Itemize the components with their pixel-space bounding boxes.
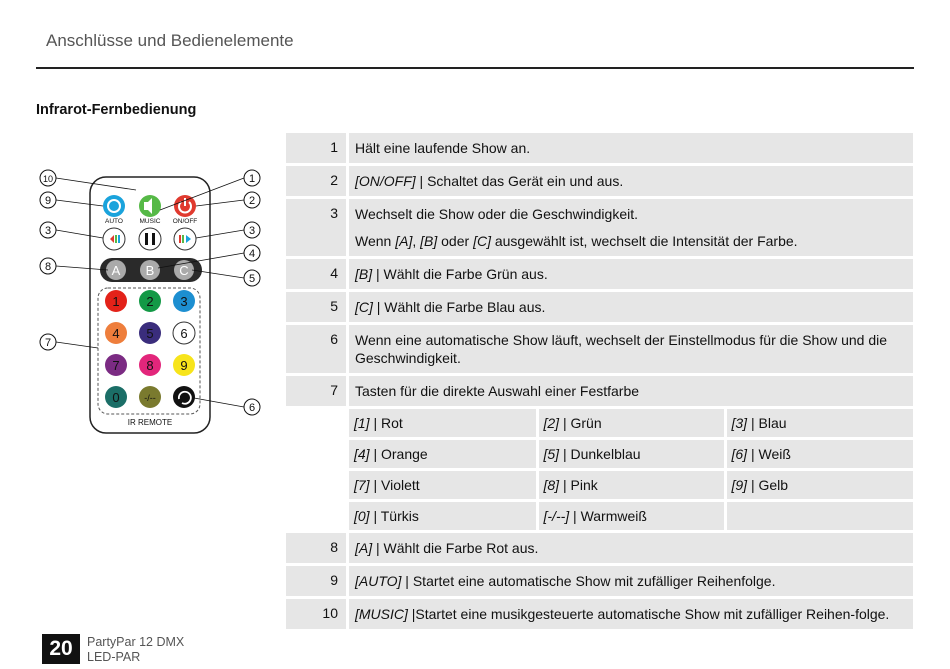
table-row <box>286 533 913 563</box>
color-grid-row <box>286 409 913 437</box>
color-cell: [4] | Orange <box>349 440 537 468</box>
color-cell-empty <box>725 502 913 530</box>
callout-right-4: 4 <box>248 248 256 260</box>
row-text: Wenn eine automatische Show läuft, wechselt der Einstellmodus für die Show und die Geschwindigkeit. <box>349 325 913 373</box>
row-text: |Startet eine musikgesteuerte automatische Show mit zufälliger Reihen-folge. <box>407 606 890 622</box>
button-b-label: B <box>145 263 155 278</box>
row-number: 8 <box>286 533 349 563</box>
color-cell: [5] | Dunkelblau <box>537 440 725 468</box>
callout-left-9: 9 <box>44 195 52 207</box>
color-grid-row <box>286 440 913 468</box>
color-cell: [2] | Grün <box>537 409 725 437</box>
row-subline: Wenn [A], [B] oder [C] ausgewählt ist, wechselt die Intensität der Farbe. <box>355 233 798 249</box>
callout-right-5: 5 <box>248 273 256 285</box>
header-divider <box>36 67 914 69</box>
remote-auto-label: AUTO <box>105 218 123 225</box>
color-cell: [7] | Violett <box>349 471 537 499</box>
row-number: 10 <box>286 599 349 629</box>
key-label: [A] <box>355 540 373 556</box>
table-row <box>286 259 913 289</box>
remote-music-label: MUSIC <box>139 218 161 225</box>
callout-left-7: 7 <box>44 337 52 349</box>
table-row <box>286 199 913 256</box>
footer-subtitle: LED-PAR <box>87 650 141 664</box>
row-number: 9 <box>286 566 349 596</box>
pad-0: 0 <box>112 390 120 405</box>
callout-right-1: 1 <box>248 173 256 185</box>
table-row <box>286 325 913 373</box>
key-label: [B] <box>355 266 373 282</box>
pause-button-shape <box>139 228 161 250</box>
key-label: [AUTO] <box>355 573 402 589</box>
table-row <box>286 566 913 596</box>
footer-product: PartyPar 12 DMX <box>87 635 185 649</box>
pad-9: 9 <box>180 358 188 373</box>
row-text: | Startet eine automatische Show mit zufälliger Reihenfolge. <box>401 573 776 589</box>
color-cell: [9] | Gelb <box>725 471 913 499</box>
row-text: Wechselt die Show oder die Geschwindigkeit. <box>355 206 639 222</box>
callout-right-6: 6 <box>248 402 256 414</box>
ir-remote-illustration <box>28 160 268 440</box>
color-cell: [8] | Pink <box>537 471 725 499</box>
pad-4: 4 <box>112 326 120 341</box>
color-grid-row <box>286 502 913 530</box>
row-number: 2 <box>286 166 349 196</box>
pad-8: 8 <box>146 358 154 373</box>
pad-5: 5 <box>146 326 154 341</box>
color-grid-row <box>286 471 913 499</box>
color-cell: [1] | Rot <box>349 409 537 437</box>
row-text: | Wählt die Farbe Rot aus. <box>372 540 539 556</box>
color-cell: [0] | Türkis <box>349 502 537 530</box>
row-text: | Schaltet das Gerät ein und aus. <box>415 173 624 189</box>
row-number: 7 <box>286 376 349 406</box>
row-text: | Wählt die Farbe Grün aus. <box>372 266 548 282</box>
table-row <box>286 292 913 322</box>
row-number: 4 <box>286 259 349 289</box>
callout-left-8: 8 <box>44 261 52 273</box>
remote-onoff-label: ON/OFF <box>172 218 198 225</box>
color-cell: [3] | Blau <box>725 409 913 437</box>
pad-1: 1 <box>112 294 120 309</box>
row-number: 1 <box>286 133 349 163</box>
row-number: 6 <box>286 325 349 373</box>
pad-dash: -/-- <box>144 393 156 403</box>
button-c-label: C <box>179 263 189 278</box>
table-row <box>286 599 913 629</box>
row-text: Hält eine laufende Show an. <box>355 140 531 156</box>
callout-left-10: 10 <box>42 174 54 184</box>
table-row <box>286 133 913 163</box>
row-text: | Wählt die Farbe Blau aus. <box>372 299 546 315</box>
table-row <box>286 376 913 406</box>
remote-ir-label: IR REMOTE <box>127 418 173 427</box>
auto-button-shape <box>103 195 125 217</box>
page-header-title: Anschlüsse und Bedienelemente <box>46 31 294 50</box>
callout-right-3: 3 <box>248 225 256 237</box>
color-cell: [-/--] | Warmweiß <box>537 502 725 530</box>
row-number: 5 <box>286 292 349 322</box>
speed-right-button-shape <box>174 228 196 250</box>
button-a-label: A <box>111 263 121 278</box>
key-label: [C] <box>355 299 373 315</box>
pad-3: 3 <box>180 294 188 309</box>
table-row <box>286 166 913 196</box>
color-cell: [6] | Weiß <box>725 440 913 468</box>
remote-function-table <box>286 130 913 632</box>
key-label: [MUSIC] <box>355 606 408 622</box>
section-heading: Infrarot-Fernbedienung <box>36 102 197 118</box>
pad-7: 7 <box>112 358 120 373</box>
key-label: [ON/OFF] <box>355 173 416 189</box>
row-text: Tasten für die direkte Auswahl einer Festfarbe <box>349 376 913 406</box>
row-number: 3 <box>286 199 349 256</box>
pad-6: 6 <box>180 326 188 341</box>
callout-left-3: 3 <box>44 225 52 237</box>
pad-2: 2 <box>146 294 154 309</box>
callout-right-2: 2 <box>248 195 256 207</box>
page-number: 20 <box>42 634 80 664</box>
